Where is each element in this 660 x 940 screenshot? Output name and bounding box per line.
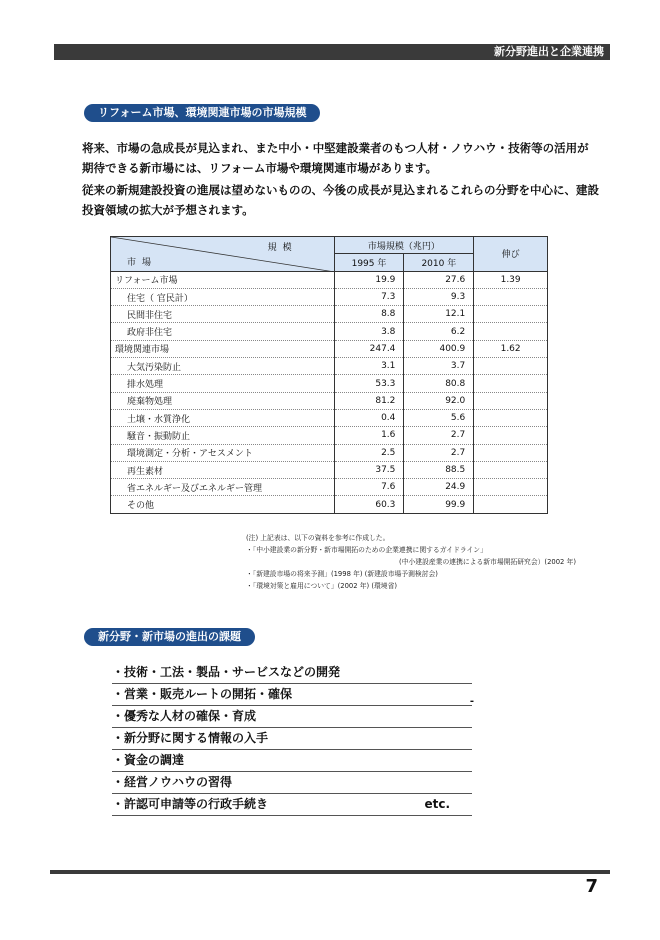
cell-2010: 92.0: [404, 392, 474, 409]
cell-growth: [474, 392, 548, 409]
cell-2010: 88.5: [404, 461, 474, 478]
cell-2010: 9.3: [404, 288, 474, 305]
cell-2010: 27.6: [404, 271, 474, 288]
cell-2010: 99.9: [404, 496, 474, 513]
cell-2010: 6.2: [404, 323, 474, 340]
challenges-list: [112, 662, 472, 816]
section-title-challenges: 新分野・新市場の進出の課題: [84, 628, 255, 646]
table-row: [111, 271, 548, 288]
table-row: [111, 444, 548, 461]
table-row: [111, 306, 548, 323]
cell-market-name: 省エネルギー及びエネルギー管理: [111, 479, 335, 496]
note-line: ・「新建設市場の将来予測」(1998 年) (新建設市場予測検討会): [246, 570, 438, 578]
table-row: [111, 288, 548, 305]
cell-growth: 1.62: [474, 340, 548, 357]
market-size-table: [110, 236, 548, 514]
cell-growth: [474, 444, 548, 461]
section-title-market-size: リフォーム市場、環境関連市場の市場規模: [84, 104, 320, 122]
cell-2010: 3.7: [404, 358, 474, 375]
cell-growth: [474, 409, 548, 426]
cell-1995: 19.9: [334, 271, 404, 288]
header-scale: 規模: [267, 243, 298, 253]
table-row: [111, 392, 548, 409]
cell-growth: [474, 461, 548, 478]
cell-market-name: 民間非住宅: [111, 306, 335, 323]
cell-2010: 24.9: [404, 479, 474, 496]
table-row: [111, 323, 548, 340]
cell-growth: 1.39: [474, 271, 548, 288]
list-item: ・優秀な人材の確保・育成: [112, 706, 472, 728]
footer-rule: [50, 870, 610, 874]
table-notes: [246, 532, 576, 592]
table-row: [111, 496, 548, 513]
note-line: ・「中小建設業の新分野・新市場開拓のための企業連携に関するガイドライン」: [246, 546, 487, 554]
cell-market-name: 環境関連市場: [111, 340, 335, 357]
cell-1995: 1.6: [334, 427, 404, 444]
note-line: ・「環境対策と雇用について」(2002 年) (環境省): [246, 582, 398, 590]
cell-2010: 2.7: [404, 444, 474, 461]
list-item: ・技術・工法・製品・サービスなどの開発: [112, 662, 472, 684]
cell-market-name: リフォーム市場: [111, 271, 335, 288]
page-number: 7: [585, 876, 598, 897]
paragraph-new-markets: 将来、市場の急成長が見込まれ、また中小・中堅建設業者のもつ人材・ノウハウ・技術等の活用が期待できる新市場には、リフォーム市場や環境関連市場があります。: [82, 141, 589, 175]
cell-market-name: 大気汚染防止: [111, 358, 335, 375]
cell-growth: [474, 288, 548, 305]
list-item: ・資金の調達: [112, 750, 472, 772]
cell-1995: 37.5: [334, 461, 404, 478]
cell-growth: [474, 479, 548, 496]
etc-label: etc.: [424, 797, 450, 811]
cell-market-name: 排水処理: [111, 375, 335, 392]
table-row: [111, 461, 548, 478]
list-item: ・許認可申請等の行政手続き etc.: [112, 794, 472, 816]
cell-2010: 12.1: [404, 306, 474, 323]
table-row: [111, 409, 548, 426]
paragraph-investment-outlook: 従来の新規建設投資の進展は望めないものの、今後の成長が見込まれるこれらの分野を中心に、建設投資領域の拡大が予想されます。: [82, 183, 600, 217]
header-market: 市場: [127, 257, 158, 268]
table-row: [111, 375, 548, 392]
note-line: (注) 上記表は、以下の資料を参考に作成した。: [246, 534, 390, 542]
cell-1995: 7.6: [334, 479, 404, 496]
list-item: ・営業・販売ルートの開拓・確保 -: [112, 684, 472, 706]
table-row: [111, 358, 548, 375]
table-row: [111, 427, 548, 444]
cell-growth: [474, 427, 548, 444]
cell-growth: [474, 306, 548, 323]
cell-market-name: 土壌・水質浄化: [111, 409, 335, 426]
cell-market-name: 再生素材: [111, 461, 335, 478]
header-title: 新分野進出と企業連携: [494, 45, 604, 58]
cell-market-name: 住宅（ 官民計）: [111, 288, 335, 305]
cell-2010: 5.6: [404, 409, 474, 426]
cell-market-name: 騒音・振動防止: [111, 427, 335, 444]
cell-1995: 3.8: [334, 323, 404, 340]
cell-2010: 80.8: [404, 375, 474, 392]
cell-1995: 0.4: [334, 409, 404, 426]
cell-1995: 8.8: [334, 306, 404, 323]
cell-2010: 400.9: [404, 340, 474, 357]
header-1995: 1995 年: [334, 254, 404, 271]
table-body: [111, 271, 548, 513]
note-line: (中小建設産業の連携による新市場開拓研究会）(2002 年): [399, 558, 576, 566]
table-row: [111, 340, 548, 357]
cell-1995: 60.3: [334, 496, 404, 513]
cell-1995: 247.4: [334, 340, 404, 357]
cell-growth: [474, 375, 548, 392]
cell-market-name: 廃棄物処理: [111, 392, 335, 409]
table-row: [111, 479, 548, 496]
list-item: ・新分野に関する情報の入手: [112, 728, 472, 750]
header-growth: 伸び: [474, 237, 548, 272]
cell-growth: [474, 323, 548, 340]
cell-2010: 2.7: [404, 427, 474, 444]
cell-1995: 81.2: [334, 392, 404, 409]
cell-1995: 3.1: [334, 358, 404, 375]
list-item: ・経営ノウハウの習得: [112, 772, 472, 794]
cell-market-name: その他: [111, 496, 335, 513]
cell-growth: [474, 358, 548, 375]
cell-1995: 2.5: [334, 444, 404, 461]
header-2010: 2010 年: [404, 254, 474, 271]
table-corner-header: [111, 237, 335, 272]
header-bar: [54, 44, 610, 60]
cell-1995: 7.3: [334, 288, 404, 305]
header-market-size: 市場規模（兆円）: [334, 237, 474, 254]
cell-market-name: 環境測定・分析・アセスメント: [111, 444, 335, 461]
cell-market-name: 政府非住宅: [111, 323, 335, 340]
cell-1995: 53.3: [334, 375, 404, 392]
cell-growth: [474, 496, 548, 513]
